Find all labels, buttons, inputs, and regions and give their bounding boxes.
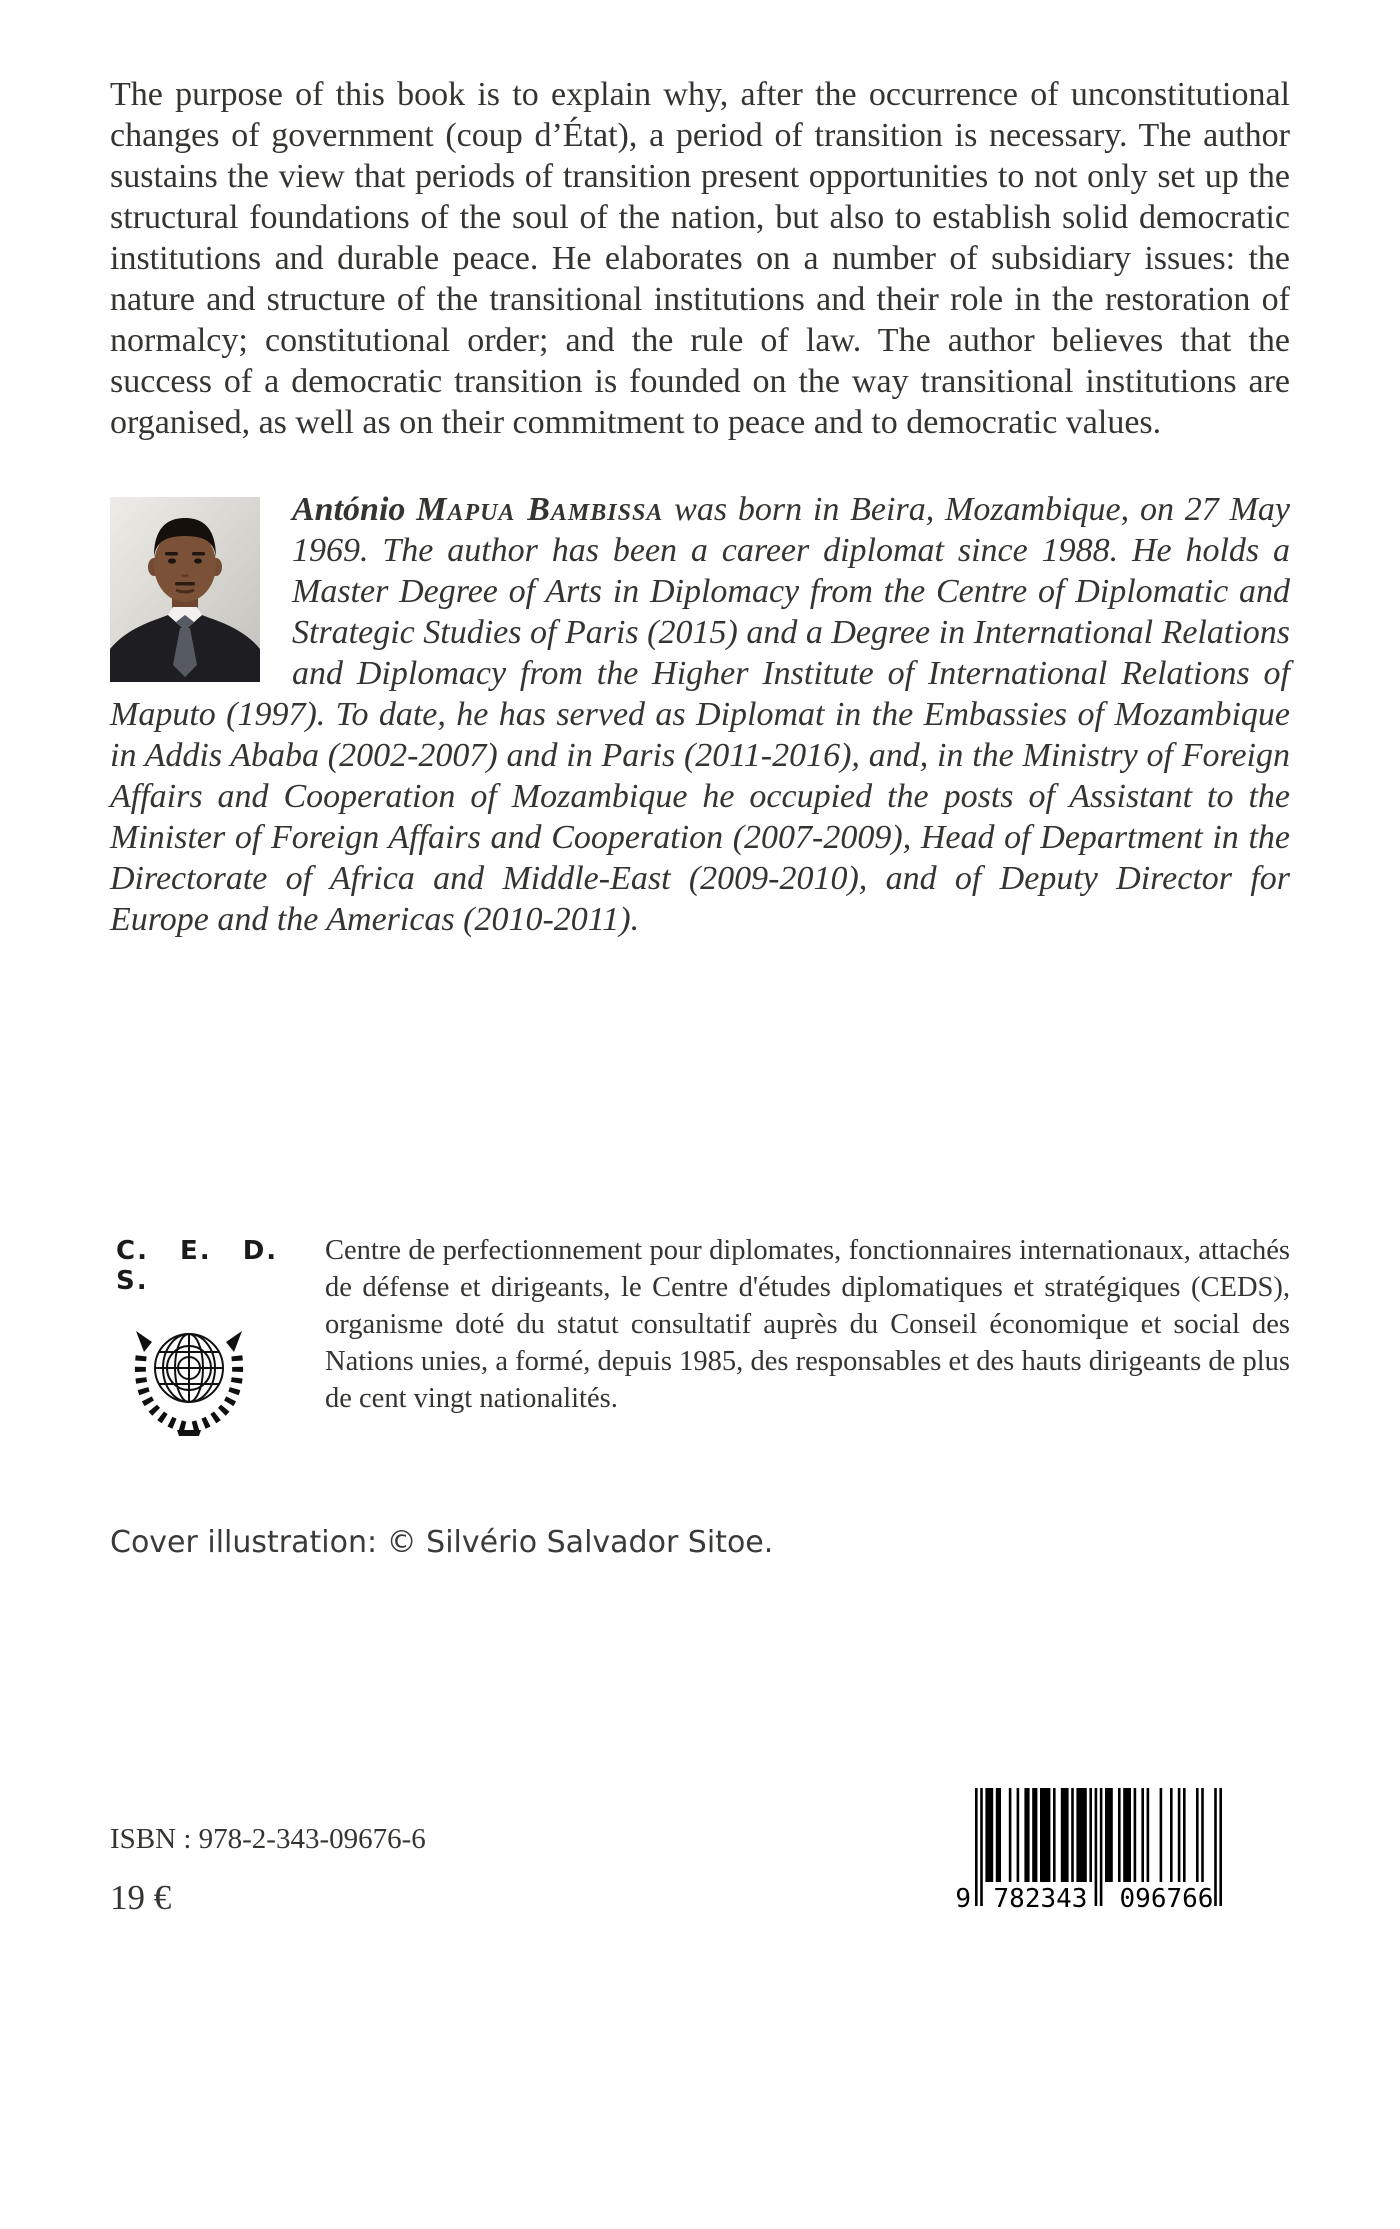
isbn: ISBN : 978-2-343-09676-6 [110, 1823, 426, 1855]
author-family-name: Mapua Bambissa [416, 491, 664, 528]
synopsis-paragraph: The purpose of this book is to explain why, after the occurrence of unconstitutional changes of government (coup d’État), a period of transition is necessary. The author sustains the view that periods of transition present opportunities to not only set up the structural foundations of the soul of the nation, but also to establish solid democratic institutions and durable peace. He elaborates on a number of subsidiary issues: the nature and structure of the transitional institutions and their role in the restoration of normalcy; constitutional order; and the rule of law. The author believes that the success of a democratic transition is founded on the way transitional institutions are organised, as well as on their commitment to peace and to democratic values. [110, 76, 1290, 441]
author-portrait-image [110, 497, 260, 682]
price: 19 € [110, 1878, 172, 1917]
ceds-description: Centre de perfectionnement pour diplomates, fonctionnaires internationaux, attachés de défense et dirigeants, le Centre d'études diplomatiques et stratégiques (CEDS), organisme doté du statut consultatif auprès du Conseil économique et social des Nations unies, a formé, depuis 1985, des responsables et des hauts dirigeants de plus de cent vingt nationalités. [325, 1235, 1290, 1414]
author-photo [110, 497, 260, 682]
footer [110, 1788, 1290, 1918]
isbn-price-block [110, 1823, 426, 1918]
barcode [953, 1788, 1235, 1918]
author-given-name: António [292, 491, 406, 528]
ceds-emblem-icon [110, 1306, 325, 1461]
barcode-digit-first: 9 [955, 1884, 971, 1914]
author-bio-text: was born in Beira, Mozambique, on 27 May 1969. The author has been a career diplomat since 1988. He holds a Master Degree of Arts in Diplomacy from the Centre of Diplomatic and Strategic Studies of Paris (2015) and a Degree in International Relations and Diplomacy from the Higher Institute of International Relations of Maputo (1997). To date, he has served as Diplomat in the Embassies of Mozambique in Addis Ababa (2002-2007) and in Paris (2011-2016), and, in the Ministry of Foreign Affairs and Cooperation of Mozambique he occupied the posts of Assistant to the Minister of Foreign Affairs and Cooperation (2007-2009), Head of Department in the Directorate of Africa and Middle-East (2009-2010), and of Deputy Director for Europe and the Americas (2010-2011). [110, 491, 1290, 938]
barcode-digits-left: 782343 [993, 1884, 1088, 1914]
ceds-logo [110, 1232, 325, 1461]
ceds-logo-letters: C. E. D. S. [116, 1236, 279, 1296]
barcode-digits-right: 096766 [1119, 1884, 1214, 1914]
publisher-block [110, 1232, 1290, 1461]
author-bio [110, 489, 1290, 940]
cover-illustration-credit: Cover illustration: © Silvério Salvador Sitoe. [110, 1525, 774, 1560]
